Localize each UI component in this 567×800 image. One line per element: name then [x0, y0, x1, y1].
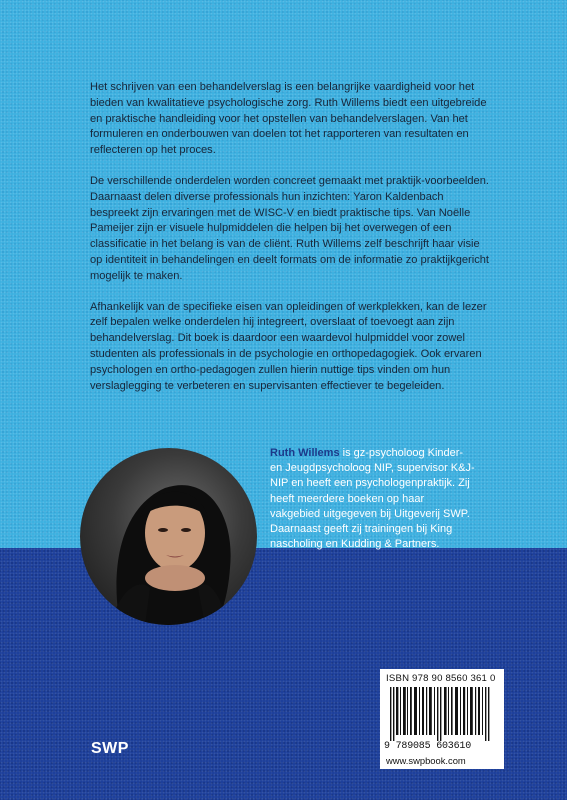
barcode: [380, 669, 504, 769]
author-bio: [270, 446, 475, 552]
author-bio-text: is gz-psycholoog Kinder- en Jeugdpsycholoog NIP, supervisor K&J-NIP en heeft een psychologenpraktijk. Zij heeft meerdere boeken op haar vakgebied uitgegeven bij Uitgeverij SWP. Daarnaast geeft zij trainingen bij King nascholing en Kudding & Partners.: [270, 447, 475, 551]
author-name: Ruth Willems: [270, 447, 340, 459]
description-paragraph-1: Het schrijven van een behandelverslag is een belangrijke vaardigheid voor het bieden van kwalitatieve psychologische zorg. Ruth Willems biedt een uitgebreide en praktische handleiding voor het opstellen van behandelverslagen. Van het formuleren en onderbouwen van doelen tot het rapporteren van resultaten en reflecteren op het proces.: [90, 81, 487, 157]
author-photo: [80, 448, 257, 625]
publisher-website[interactable]: www.swpbook.com: [386, 755, 466, 766]
description-paragraph-2: De verschillende onderdelen worden concreet gemaakt met praktijk-voorbeelden. Daarnaast delen diverse professionals hun inzichten: Yaron Kaldenbach bespreekt zijn ervaringen met de WISC-V en biedt praktische tips. Van Noëlle Pameijer zijn er visuele hulpmiddelen die helpen bij het overwegen of een classificatie in het belang is van de cliënt. Ruth Willems zelf beschrijft haar visie op identiteit in behandelingen en deelt formats om de informatie zo praktijkgericht mogelijk te maken.: [90, 174, 489, 282]
description-paragraph-3: Afhankelijk van de specifieke eisen van opleidingen of werkplekken, kan de lezer zelf bepalen welke onderdelen hij integreert, overslaat of toevoegt aan zijn behandelverslag. Dit boek is daardoor een waardevol hulpmiddel voor zowel studenten als professionals in de psychologie en orthopedagogiek. Ook ervaren psychologen en ortho-pedagogen zullen hierin nuttige tips vinden om hun verslaglegging te verbeteren en supervisanten effectiever te begeleiden.: [90, 300, 487, 392]
back-cover-description: [90, 80, 490, 409]
isbn-number: ISBN 978 90 8560 361 0: [386, 673, 496, 684]
publisher-logo: SWP: [91, 740, 129, 757]
barcode-digits: 9 789085 603610: [384, 741, 472, 752]
barcode-bars: [386, 687, 498, 741]
